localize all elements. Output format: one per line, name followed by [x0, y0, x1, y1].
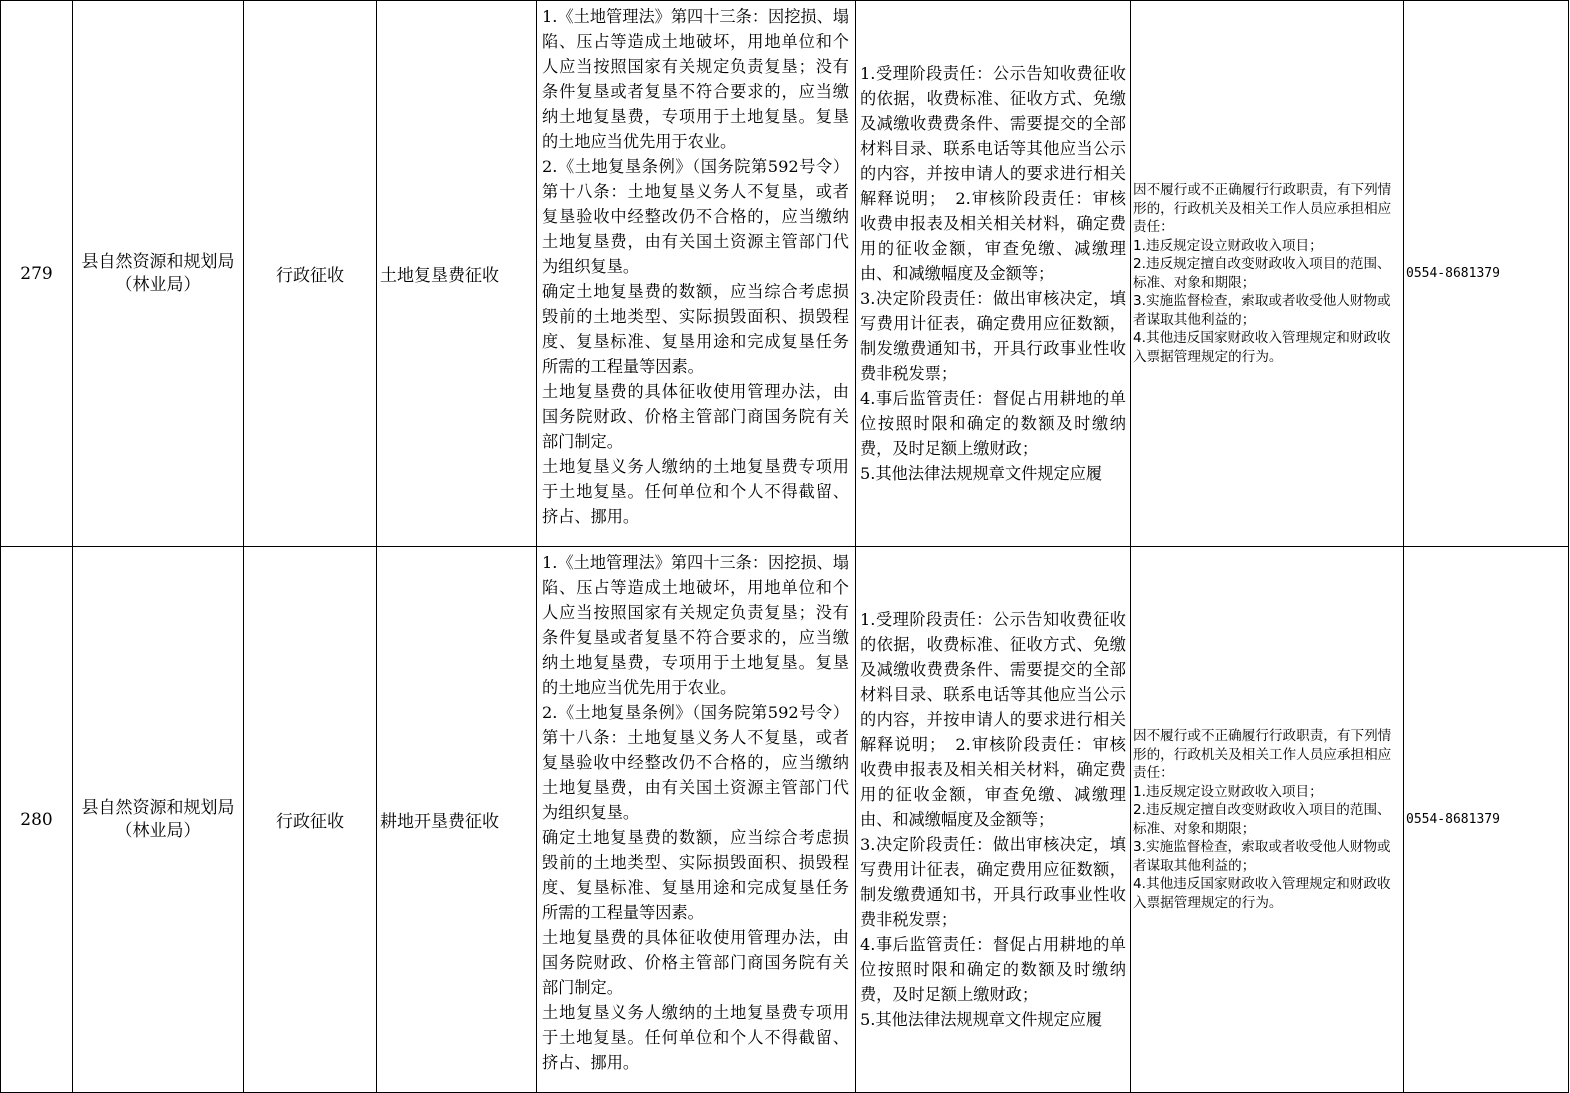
responsibility-cell	[856, 1, 1131, 547]
responsibility-paragraph: 4.事后监管责任：督促占用耕地的单位按照时限和确定的数额及时缴纳费，及时足额上缴财政；	[860, 389, 1126, 458]
legal-basis-paragraph: 1.《土地管理法》第四十三条：因挖损、塌陷、压占等造成土地破坏，用地单位和个人应当按照国家有关规定负责复垦；没有条件复垦或者复垦不符合要求的，应当缴纳土地复垦费，专项用于土地复垦。复垦的土地应当优先用于农业。	[542, 553, 849, 697]
phone-cell: 0554-8681379	[1404, 547, 1569, 1093]
table-row	[1, 1, 1569, 547]
responsibility-cell	[856, 547, 1131, 1093]
liability-paragraph: 1.违反规定设立财政收入项目；	[1133, 237, 1323, 254]
responsibility-paragraph: 3.决定阶段责任：做出审核决定，填写费用计征表，确定费用应征数额，制发缴费通知书，开具行政事业性收费非税发票；	[860, 835, 1126, 929]
legal-basis-cell	[537, 1, 856, 547]
liability-paragraph: 4.其他违反国家财政收入管理规定和财政收入票据管理规定的行为。	[1133, 876, 1391, 911]
legal-basis-cell	[537, 547, 856, 1093]
responsibility-paragraph: 1.受理阶段责任：公示告知收费征收的依据，收费标准、征收方式、免缴及减缴收费费条件、需要提交的全部材料目录、联系电话等其他应当公示的内容，并按申请人的要求进行相关解释说明； 2.审核阶段责任：审核收费申报表及相关相关材料，确定费用的征收金额，审查免缴、减缴理由、和减缴幅度及金额等；	[860, 64, 1126, 283]
liability-cell	[1131, 1, 1404, 547]
responsibility-paragraph: 1.受理阶段责任：公示告知收费征收的依据，收费标准、征收方式、免缴及减缴收费费条件、需要提交的全部材料目录、联系电话等其他应当公示的内容，并按申请人的要求进行相关解释说明； 2.审核阶段责任：审核收费申报表及相关相关材料，确定费用的征收金额，审查免缴、减缴理由、和减缴幅度及金额等；	[860, 610, 1126, 829]
legal-basis-paragraph: 土地复垦义务人缴纳的土地复垦费专项用于土地复垦。任何单位和个人不得截留、挤占、挪用。	[542, 457, 849, 526]
item-name-cell: 耕地开垦费征收	[377, 547, 537, 1093]
liability-paragraph: 因不履行或不正确履行行政职责，有下列情形的，行政机关及相关工作人员应承担相应责任：	[1133, 728, 1392, 781]
legal-basis-paragraph: 土地复垦义务人缴纳的土地复垦费专项用于土地复垦。任何单位和个人不得截留、挤占、挪用。	[542, 1003, 849, 1072]
liability-cell	[1131, 547, 1404, 1093]
liability-paragraph: 2.违反规定擅自改变财政收入项目的范围、标准、对象和期限；	[1133, 802, 1391, 837]
item-name-cell: 土地复垦费征收	[377, 1, 537, 547]
legal-basis-paragraph: 1.《土地管理法》第四十三条：因挖损、塌陷、压占等造成土地破坏，用地单位和个人应当按照国家有关规定负责复垦；没有条件复垦或者复垦不符合要求的，应当缴纳土地复垦费，专项用于土地复垦。复垦的土地应当优先用于农业。	[542, 7, 849, 151]
liability-paragraph: 1.违反规定设立财政收入项目；	[1133, 783, 1323, 800]
legal-basis-paragraph: 确定土地复垦费的数额，应当综合考虑损毁前的土地类型、实际损毁面积、损毁程度、复垦标准、复垦用途和完成复垦任务所需的工程量等因素。	[542, 828, 849, 922]
department-cell: 县自然资源和规划局（林业局）	[73, 1, 244, 547]
responsibility-paragraph: 5.其他法律法规规章文件规定应履	[860, 1010, 1103, 1029]
liability-paragraph: 因不履行或不正确履行行政职责，有下列情形的，行政机关及相关工作人员应承担相应责任：	[1133, 182, 1392, 235]
legal-basis-paragraph: 2.《土地复垦条例》（国务院第592号令）第十八条：土地复垦义务人不复垦，或者复垦验收中经整改仍不合格的，应当缴纳土地复垦费，由有关国土资源主管部门代为组织复垦。	[542, 157, 849, 276]
power-type-cell: 行政征收	[244, 547, 377, 1093]
phone-cell: 0554-8681379	[1404, 1, 1569, 547]
liability-paragraph: 2.违反规定擅自改变财政收入项目的范围、标准、对象和期限；	[1133, 256, 1391, 291]
table-row	[1, 547, 1569, 1093]
department-cell: 县自然资源和规划局（林业局）	[73, 547, 244, 1093]
row-number: 280	[1, 547, 73, 1093]
legal-basis-paragraph: 2.《土地复垦条例》（国务院第592号令）第十八条：土地复垦义务人不复垦，或者复垦验收中经整改仍不合格的，应当缴纳土地复垦费，由有关国土资源主管部门代为组织复垦。	[542, 703, 849, 822]
liability-paragraph: 3.实施监督检查，索取或者收受他人财物或者谋取其他利益的；	[1133, 293, 1391, 328]
row-number: 279	[1, 1, 73, 547]
power-type-cell: 行政征收	[244, 1, 377, 547]
legal-basis-paragraph: 土地复垦费的具体征收使用管理办法，由国务院财政、价格主管部门商国务院有关部门制定。	[542, 928, 849, 997]
liability-paragraph: 4.其他违反国家财政收入管理规定和财政收入票据管理规定的行为。	[1133, 330, 1391, 365]
responsibility-paragraph: 4.事后监管责任：督促占用耕地的单位按照时限和确定的数额及时缴纳费，及时足额上缴财政；	[860, 935, 1126, 1004]
legal-basis-paragraph: 确定土地复垦费的数额，应当综合考虑损毁前的土地类型、实际损毁面积、损毁程度、复垦标准、复垦用途和完成复垦任务所需的工程量等因素。	[542, 282, 849, 376]
responsibility-paragraph: 5.其他法律法规规章文件规定应履	[860, 464, 1103, 483]
responsibility-paragraph: 3.决定阶段责任：做出审核决定，填写费用计征表，确定费用应征数额，制发缴费通知书，开具行政事业性收费非税发票；	[860, 289, 1126, 383]
legal-basis-paragraph: 土地复垦费的具体征收使用管理办法，由国务院财政、价格主管部门商国务院有关部门制定。	[542, 382, 849, 451]
liability-paragraph: 3.实施监督检查，索取或者收受他人财物或者谋取其他利益的；	[1133, 839, 1391, 874]
